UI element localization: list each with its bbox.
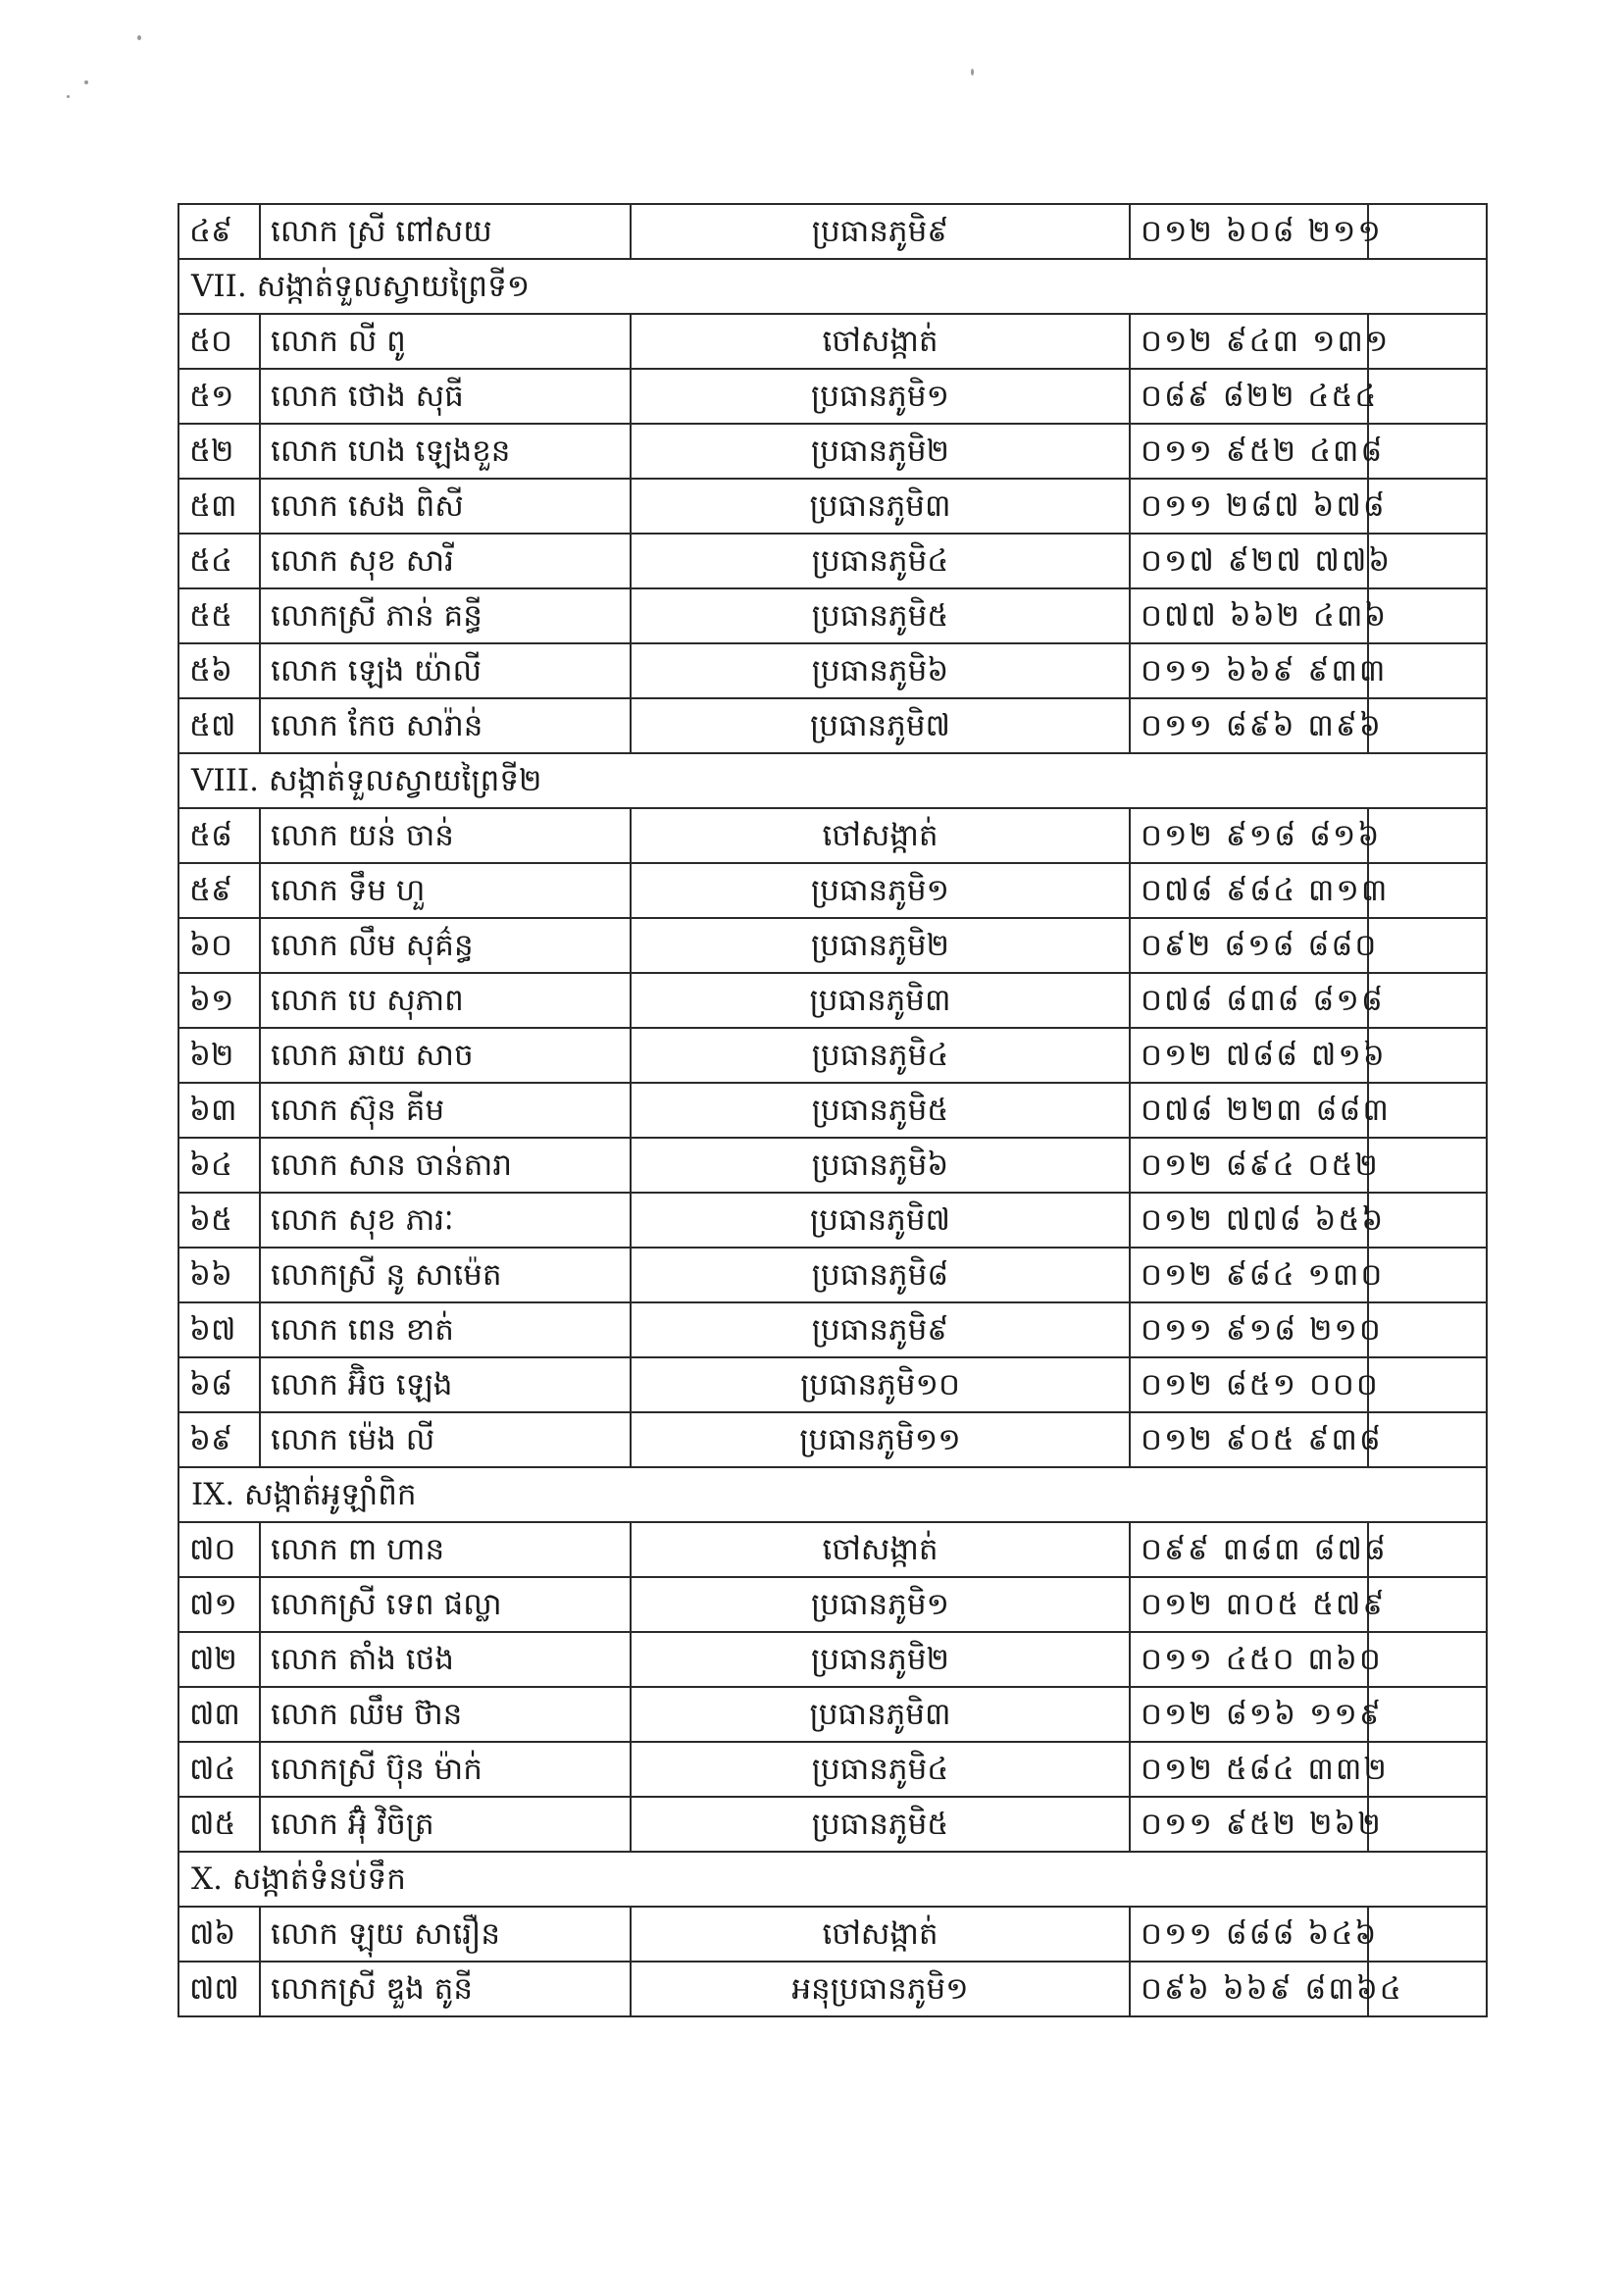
phone-number: ០៧៨ ៩៨៤ ៣១៣ xyxy=(1130,863,1368,918)
notes-cell xyxy=(1368,1302,1487,1357)
table-row xyxy=(178,1302,1487,1357)
phone-number: ០១២ ៩០៥ ៩៣៨ xyxy=(1130,1412,1368,1467)
table-row xyxy=(178,698,1487,753)
position-title: ប្រធានភូមិ៤ xyxy=(631,1742,1130,1797)
table-row xyxy=(178,1907,1487,1962)
table-row xyxy=(178,369,1487,424)
phone-number: ០១២ ៨៥១ ០០០ xyxy=(1130,1357,1368,1412)
person-name: លោក បេ សុភាព xyxy=(260,973,631,1028)
position-title: ប្រធានភូមិ២ xyxy=(631,424,1130,479)
person-name: លោក ហេង ឡេងខួន xyxy=(260,424,631,479)
person-name: លោក សុខ សារី xyxy=(260,534,631,588)
section-header-row xyxy=(178,259,1487,314)
position-title: ប្រធានភូមិ៩ xyxy=(631,204,1130,259)
position-title: ប្រធានភូមិ៧ xyxy=(631,1193,1130,1248)
person-name: លោក ពេន ខាត់ xyxy=(260,1302,631,1357)
section-title: IX. សង្កាត់អូឡាំពិក xyxy=(178,1467,1487,1522)
row-number: ៧០ xyxy=(178,1522,260,1577)
position-title: អនុប្រធានភូមិ១ xyxy=(631,1962,1130,2016)
phone-number: ០១១ ៩១៨ ២១០ xyxy=(1130,1302,1368,1357)
position-title: ចៅសង្កាត់ xyxy=(631,808,1130,863)
section-header-row xyxy=(178,1852,1487,1907)
row-number: ៥១ xyxy=(178,369,260,424)
table-row xyxy=(178,1687,1487,1742)
table-row xyxy=(178,1962,1487,2016)
person-name: លោក លឹម សុគ៌ន្ធ xyxy=(260,918,631,973)
notes-cell xyxy=(1368,1138,1487,1193)
person-name: លោក អ៊ិច ឡេង xyxy=(260,1357,631,1412)
row-number: ៥០ xyxy=(178,314,260,369)
phone-number: ០១១ ២៨៧ ៦៧៨ xyxy=(1130,479,1368,534)
phone-number: ០១២ ៧៨៨ ៧១៦ xyxy=(1130,1028,1368,1083)
row-number: ៦២ xyxy=(178,1028,260,1083)
table-row xyxy=(178,918,1487,973)
phone-number: ០១២ ៥៨៤ ៣៣២ xyxy=(1130,1742,1368,1797)
notes-cell xyxy=(1368,1357,1487,1412)
row-number: ៦៦ xyxy=(178,1248,260,1302)
table-row xyxy=(178,1522,1487,1577)
phone-number: ០១២ ៧៧៨ ៦៥៦ xyxy=(1130,1193,1368,1248)
scan-speck xyxy=(137,35,141,40)
notes-cell xyxy=(1368,1577,1487,1632)
person-name: លោក សេង ពិសី xyxy=(260,479,631,534)
table-row xyxy=(178,1412,1487,1467)
person-name: លោក តាំង ថេង xyxy=(260,1632,631,1687)
position-title: ប្រធានភូមិ២ xyxy=(631,918,1130,973)
row-number: ៦៨ xyxy=(178,1357,260,1412)
table-row xyxy=(178,973,1487,1028)
phone-number: ០១១ ៨៩៦ ៣៩៦ xyxy=(1130,698,1368,753)
person-name: លោក ឆាយ សាច xyxy=(260,1028,631,1083)
section-title: X. សង្កាត់ទំនប់ទឹក xyxy=(178,1852,1487,1907)
table-row xyxy=(178,314,1487,369)
position-title: ប្រធានភូមិ៥ xyxy=(631,588,1130,643)
notes-cell xyxy=(1368,369,1487,424)
row-number: ៧២ xyxy=(178,1632,260,1687)
person-name: លោកស្រី ទេព ផល្លា xyxy=(260,1577,631,1632)
person-name: លោក ឈឹម ថ៊ាន xyxy=(260,1687,631,1742)
notes-cell xyxy=(1368,1412,1487,1467)
phone-number: ០៩៦ ៦៦៩ ៨៣៦៤ xyxy=(1130,1962,1368,2016)
roster-body xyxy=(178,204,1487,2016)
phone-number: ០១១ ៩៥២ ២៦២ xyxy=(1130,1797,1368,1852)
position-title: ប្រធានភូមិ៦ xyxy=(631,643,1130,698)
position-title: ប្រធានភូមិ៩ xyxy=(631,1302,1130,1357)
row-number: ៧៧ xyxy=(178,1962,260,2016)
phone-number: ០៧៧ ៦៦២ ៤៣៦ xyxy=(1130,588,1368,643)
table-row xyxy=(178,1797,1487,1852)
phone-number: ០១១ ៤៥០ ៣៦០ xyxy=(1130,1632,1368,1687)
position-title: ប្រធានភូមិ១១ xyxy=(631,1412,1130,1467)
notes-cell xyxy=(1368,1687,1487,1742)
row-number: ៥២ xyxy=(178,424,260,479)
person-name: លោក ស្រី ពៅសយ xyxy=(260,204,631,259)
table-row xyxy=(178,1138,1487,1193)
table-row xyxy=(178,534,1487,588)
person-name: លោក ឡេង យ៉ាលី xyxy=(260,643,631,698)
phone-number: ០៧៨ ៨៣៨ ៨១៨ xyxy=(1130,973,1368,1028)
row-number: ៧៦ xyxy=(178,1907,260,1962)
person-name: លោក សុខ ភារៈ xyxy=(260,1193,631,1248)
phone-number: ០១២ ៨៩៤ ០៥២ xyxy=(1130,1138,1368,1193)
row-number: ៤៩ xyxy=(178,204,260,259)
person-name: លោក កែច សារ៉ាន់ xyxy=(260,698,631,753)
table-row xyxy=(178,1742,1487,1797)
phone-number: ០១២ ៩៨៤ ១៣០ xyxy=(1130,1248,1368,1302)
position-title: ប្រធានភូមិ៤ xyxy=(631,534,1130,588)
notes-cell xyxy=(1368,918,1487,973)
position-title: ចៅសង្កាត់ xyxy=(631,314,1130,369)
notes-cell xyxy=(1368,424,1487,479)
position-title: ប្រធានភូមិ៧ xyxy=(631,698,1130,753)
position-title: ចៅសង្កាត់ xyxy=(631,1907,1130,1962)
notes-cell xyxy=(1368,1907,1487,1962)
person-name: លោកស្រី ប៊ុន ម៉ាក់ xyxy=(260,1742,631,1797)
table-row xyxy=(178,1357,1487,1412)
row-number: ៧៤ xyxy=(178,1742,260,1797)
row-number: ៦៣ xyxy=(178,1083,260,1138)
row-number: ៥៦ xyxy=(178,643,260,698)
row-number: ៦០ xyxy=(178,918,260,973)
table-row xyxy=(178,863,1487,918)
position-title: ប្រធានភូមិ៨ xyxy=(631,1248,1130,1302)
position-title: ប្រធានភូមិ៣ xyxy=(631,1687,1130,1742)
person-name: លោក ស៊ុន គីម xyxy=(260,1083,631,1138)
contact-roster-table xyxy=(178,203,1488,2017)
position-title: ចៅសង្កាត់ xyxy=(631,1522,1130,1577)
position-title: ប្រធានភូមិ៥ xyxy=(631,1083,1130,1138)
notes-cell xyxy=(1368,1248,1487,1302)
phone-number: ០១៧ ៩២៧ ៧៧៦ xyxy=(1130,534,1368,588)
phone-number: ០១២ ៨១៦ ១១៩ xyxy=(1130,1687,1368,1742)
phone-number: ០១១ ៨៨៨ ៦៤៦ xyxy=(1130,1907,1368,1962)
row-number: ៦១ xyxy=(178,973,260,1028)
person-name: លោក ម៉េង លី xyxy=(260,1412,631,1467)
notes-cell xyxy=(1368,1632,1487,1687)
notes-cell xyxy=(1368,698,1487,753)
row-number: ៦៧ xyxy=(178,1302,260,1357)
row-number: ៥៤ xyxy=(178,534,260,588)
person-name: លោក យន់ ចាន់ xyxy=(260,808,631,863)
table-row xyxy=(178,1632,1487,1687)
notes-cell xyxy=(1368,1797,1487,1852)
phone-number: ០៩៩ ៣៨៣ ៨៧៨ xyxy=(1130,1522,1368,1577)
person-name: លោក ពា ហាន xyxy=(260,1522,631,1577)
row-number: ៥៣ xyxy=(178,479,260,534)
table-row xyxy=(178,1577,1487,1632)
person-name: លោកស្រី ភាន់ គន្ធី xyxy=(260,588,631,643)
row-number: ៥៧ xyxy=(178,698,260,753)
row-number: ៦៤ xyxy=(178,1138,260,1193)
scan-speck xyxy=(971,69,974,76)
table-row xyxy=(178,479,1487,534)
person-name: លោក សាន ចាន់តារា xyxy=(260,1138,631,1193)
notes-cell xyxy=(1368,973,1487,1028)
row-number: ៥៩ xyxy=(178,863,260,918)
position-title: ប្រធានភូមិ១ xyxy=(631,369,1130,424)
position-title: ប្រធានភូមិ៦ xyxy=(631,1138,1130,1193)
phone-number: ០១២ ៩៤៣ ១៣១ xyxy=(1130,314,1368,369)
phone-number: ០៩២ ៨១៨ ៨៨០ xyxy=(1130,918,1368,973)
position-title: ប្រធានភូមិ៣ xyxy=(631,479,1130,534)
table-row xyxy=(178,1028,1487,1083)
table-row xyxy=(178,1193,1487,1248)
scan-speck xyxy=(67,95,70,98)
section-header-row xyxy=(178,753,1487,808)
table-row xyxy=(178,808,1487,863)
table-row xyxy=(178,1083,1487,1138)
person-name: លោក ឡុយ សារឿន xyxy=(260,1907,631,1962)
phone-number: ០៧៨ ២២៣ ៨៨៣ xyxy=(1130,1083,1368,1138)
position-title: ប្រធានភូមិ៣ xyxy=(631,973,1130,1028)
table-row xyxy=(178,204,1487,259)
row-number: ៧១ xyxy=(178,1577,260,1632)
section-header-row xyxy=(178,1467,1487,1522)
section-title: VIII. សង្កាត់ទួលស្វាយព្រៃទី២ xyxy=(178,753,1487,808)
person-name: លោកស្រី ឌួង តូនី xyxy=(260,1962,631,2016)
position-title: ប្រធានភូមិ១ xyxy=(631,863,1130,918)
position-title: ប្រធានភូមិ១០ xyxy=(631,1357,1130,1412)
row-number: ៧៣ xyxy=(178,1687,260,1742)
person-name: លោក ថោង សុធី xyxy=(260,369,631,424)
phone-number: ០១១ ៦៦៩ ៩៣៣ xyxy=(1130,643,1368,698)
row-number: ៦៥ xyxy=(178,1193,260,1248)
position-title: ប្រធានភូមិ២ xyxy=(631,1632,1130,1687)
person-name: លោក ទឹម ហួ xyxy=(260,863,631,918)
person-name: លោក អ៊ុំ វិចិត្រ xyxy=(260,1797,631,1852)
table-row xyxy=(178,1248,1487,1302)
row-number: ៥៨ xyxy=(178,808,260,863)
row-number: ៧៥ xyxy=(178,1797,260,1852)
phone-number: ០១២ ៦០៨ ២១១ xyxy=(1130,204,1368,259)
phone-number: ០១២ ៣០៥ ៥៧៩ xyxy=(1130,1577,1368,1632)
section-title: VII. សង្កាត់ទួលស្វាយព្រៃទី១ xyxy=(178,259,1487,314)
row-number: ៥៥ xyxy=(178,588,260,643)
table-row xyxy=(178,588,1487,643)
scan-speck xyxy=(84,80,88,84)
notes-cell xyxy=(1368,808,1487,863)
row-number: ៦៩ xyxy=(178,1412,260,1467)
table-row xyxy=(178,643,1487,698)
phone-number: ០១២ ៩១៨ ៨១៦ xyxy=(1130,808,1368,863)
position-title: ប្រធានភូមិ៤ xyxy=(631,1028,1130,1083)
table-row xyxy=(178,424,1487,479)
phone-number: ០១១ ៩៥២ ៤៣៨ xyxy=(1130,424,1368,479)
notes-cell xyxy=(1368,204,1487,259)
person-name: លោកស្រី នូ សាម៉េត xyxy=(260,1248,631,1302)
person-name: លោក លី ពូ xyxy=(260,314,631,369)
notes-cell xyxy=(1368,1193,1487,1248)
position-title: ប្រធានភូមិ៥ xyxy=(631,1797,1130,1852)
phone-number: ០៨៩ ៨២២ ៤៥៤ xyxy=(1130,369,1368,424)
position-title: ប្រធានភូមិ១ xyxy=(631,1577,1130,1632)
